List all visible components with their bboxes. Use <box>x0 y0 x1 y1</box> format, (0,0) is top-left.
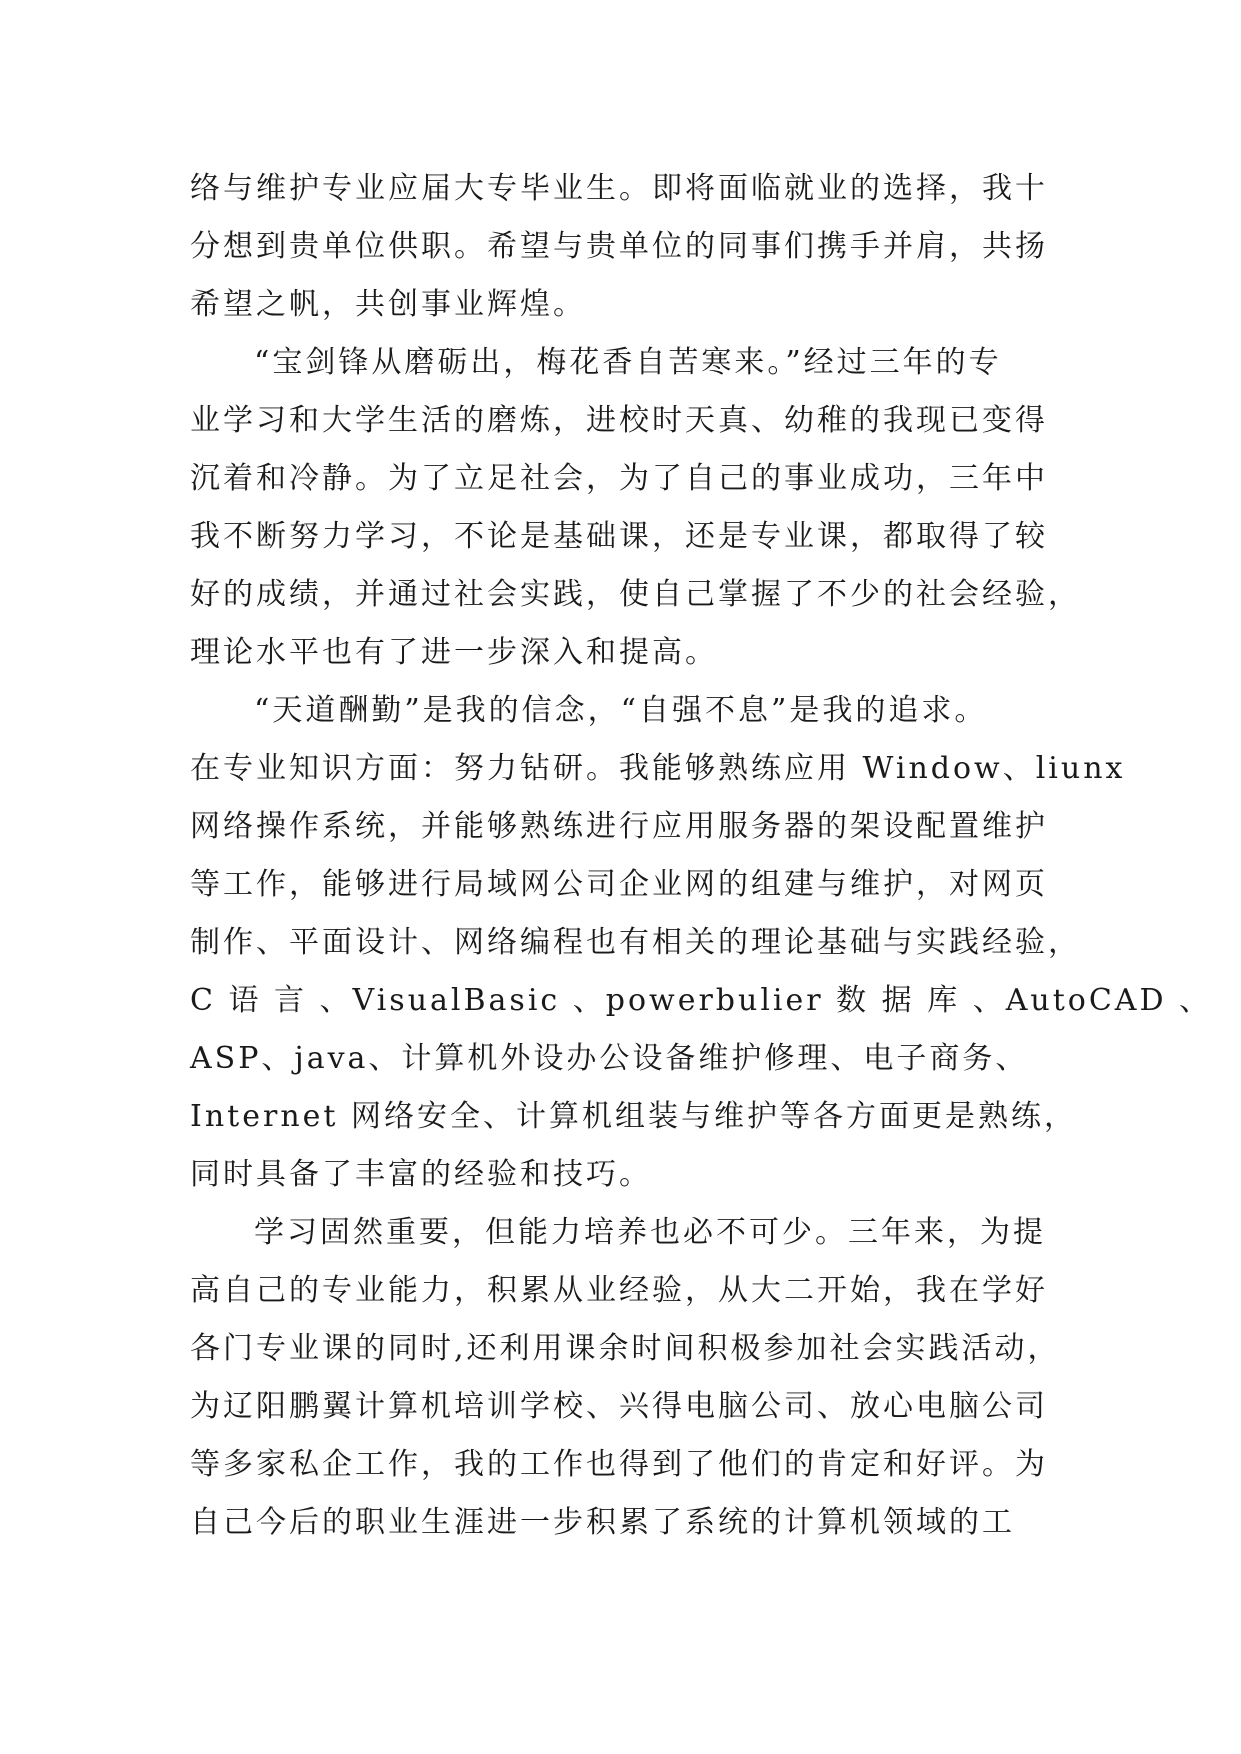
paragraph-practice <box>190 1204 1070 1552</box>
text-line: 络与维护专业应届大专毕业生。即将面临就业的选择，我十 <box>190 171 1048 206</box>
text-line: 自己今后的职业生涯进一步积累了系统的计算机领域的工 <box>190 1505 1015 1540</box>
text-line: Internet 网络安全、计算机组装与维护等各方面更是熟练， <box>190 1099 1077 1134</box>
text-line: ASP、java、计算机外设办公设备维护修理、电子商务、 <box>190 1041 1029 1076</box>
text-line: 网络操作系统，并能够熟练进行应用服务器的架设配置维护 <box>190 809 1048 844</box>
text-line: 在专业知识方面：努力钻研。我能够熟练应用 Window、liunx <box>190 751 1126 786</box>
text-line: C 语 言 、VisualBasic 、powerbulier 数 据 库 、AutoCAD 、 <box>190 983 1213 1018</box>
body-text <box>190 160 1213 1552</box>
text-line: 各门专业课的同时,还利用课余时间积极参加社会实践活动， <box>190 1331 1061 1366</box>
paragraph-skills <box>190 682 1213 1204</box>
text-line: 为辽阳鹏翼计算机培训学校、兴得电脑公司、放心电脑公司 <box>190 1389 1048 1424</box>
text-line: 高自己的专业能力，积累从业经验，从大二开始，我在学好 <box>190 1273 1048 1308</box>
text-line: 好的成绩，并通过社会实践，使自己掌握了不少的社会经验， <box>190 577 1081 612</box>
text-line: 我不断努力学习，不论是基础课，还是专业课，都取得了较 <box>190 519 1048 554</box>
text-line: 制作、平面设计、网络编程也有相关的理论基础与实践经验， <box>190 925 1081 960</box>
text-line: 分想到贵单位供职。希望与贵单位的同事们携手并肩，共扬 <box>190 229 1048 264</box>
text-line: 等工作，能够进行局域网公司企业网的组建与维护，对网页 <box>190 867 1048 902</box>
text-line: 业学习和大学生活的磨炼，进校时天真、幼稚的我现已变得 <box>190 403 1048 438</box>
text-line: 学习固然重要，但能力培养也必不可少。三年来，为提 <box>254 1215 1046 1250</box>
text-line: 等多家私企工作，我的工作也得到了他们的肯定和好评。为 <box>190 1447 1048 1482</box>
text-line: “宝剑锋从磨砺出，梅花香自苦寒来。”经过三年的专 <box>254 345 1002 380</box>
text-line: 希望之帆，共创事业辉煌。 <box>190 287 586 322</box>
text-line: 同时具备了丰富的经验和技巧。 <box>190 1157 652 1192</box>
text-line: “天道酬勤”是我的信念，“自强不息”是我的追求。 <box>254 693 988 728</box>
paragraph-study <box>190 334 1081 682</box>
text-line: 沉着和冷静。为了立足社会，为了自己的事业成功，三年中 <box>190 461 1048 496</box>
paragraph-intro <box>190 160 1070 334</box>
text-line: 理论水平也有了进一步深入和提高。 <box>190 635 718 670</box>
